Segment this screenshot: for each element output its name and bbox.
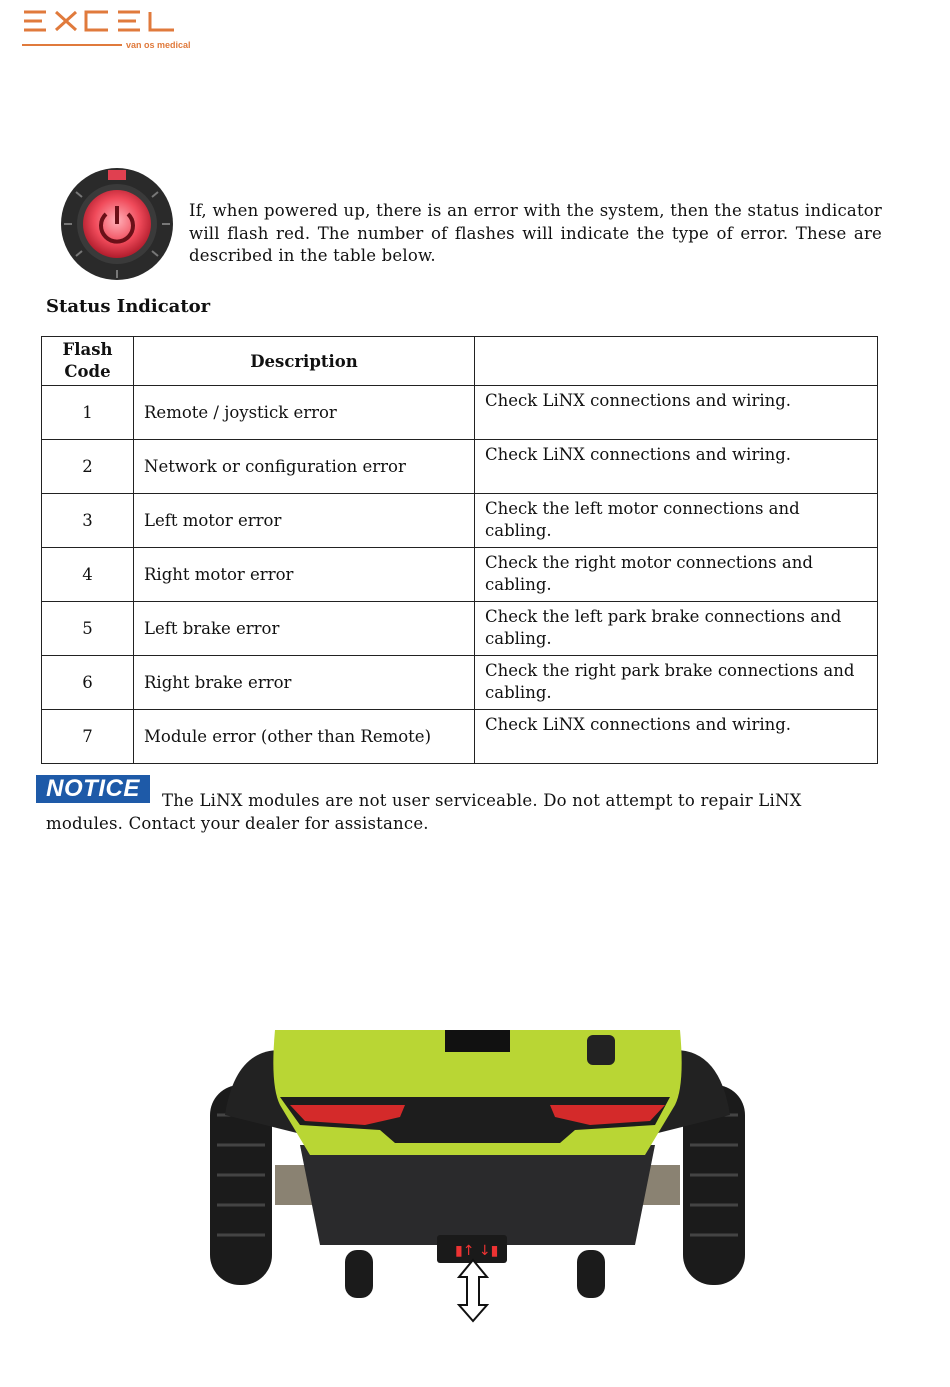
excel-logo (22, 8, 202, 52)
error-description: Right motor error (134, 548, 475, 602)
header-description: Description (134, 337, 475, 386)
intro-paragraph: If, when powered up, there is an error with the system, then the status indicator will flash red. The number of flashes will indicate the type of error. These are described in the table below. (189, 201, 882, 265)
svg-text:▮↑ ↓▮: ▮↑ ↓▮ (455, 1243, 499, 1259)
error-description: Left brake error (134, 602, 475, 656)
header-flash-code: Flash Code (42, 337, 134, 386)
intro-block (58, 162, 888, 287)
logo-tagline: van os medical (126, 40, 191, 50)
table-row (42, 440, 878, 494)
error-action: Check LiNX connections and wiring. (475, 440, 878, 494)
flash-code: 7 (42, 710, 134, 764)
error-description: Left motor error (134, 494, 475, 548)
error-action: Check LiNX connections and wiring. (475, 386, 878, 440)
double-arrow-icon (459, 1260, 487, 1321)
table-row (42, 710, 878, 764)
error-description: Remote / joystick error (134, 386, 475, 440)
flash-code: 4 (42, 548, 134, 602)
flash-code: 5 (42, 602, 134, 656)
error-action: Check the left motor connections and cabling. (475, 494, 878, 548)
error-action: Check the right motor connections and cabling. (475, 548, 878, 602)
notice-badge: NOTICE (36, 775, 150, 803)
table-row (42, 494, 878, 548)
error-action: Check LiNX connections and wiring. (475, 710, 878, 764)
table-row (42, 386, 878, 440)
error-action: Check the right park brake connections and cabling. (475, 656, 878, 710)
section-title: Status Indicator (46, 296, 211, 317)
table-row (42, 602, 878, 656)
flash-code: 2 (42, 440, 134, 494)
notice-text: The LiNX modules are not user serviceable. Do not attempt to repair LiNX modules. Contact your dealer for assistance. (46, 791, 802, 833)
scooter-rear-illustration (205, 1025, 750, 1325)
error-action: Check the left park brake connections and cabling. (475, 602, 878, 656)
power-button-icon (58, 162, 176, 280)
header-action (475, 337, 878, 386)
error-description: Module error (other than Remote) (134, 710, 475, 764)
error-description: Right brake error (134, 656, 475, 710)
flash-code: 6 (42, 656, 134, 710)
table-header-row (42, 337, 878, 386)
flash-code: 1 (42, 386, 134, 440)
table-row (42, 656, 878, 710)
status-table (41, 336, 878, 764)
table-row (42, 548, 878, 602)
flash-code: 3 (42, 494, 134, 548)
error-description: Network or configuration error (134, 440, 475, 494)
